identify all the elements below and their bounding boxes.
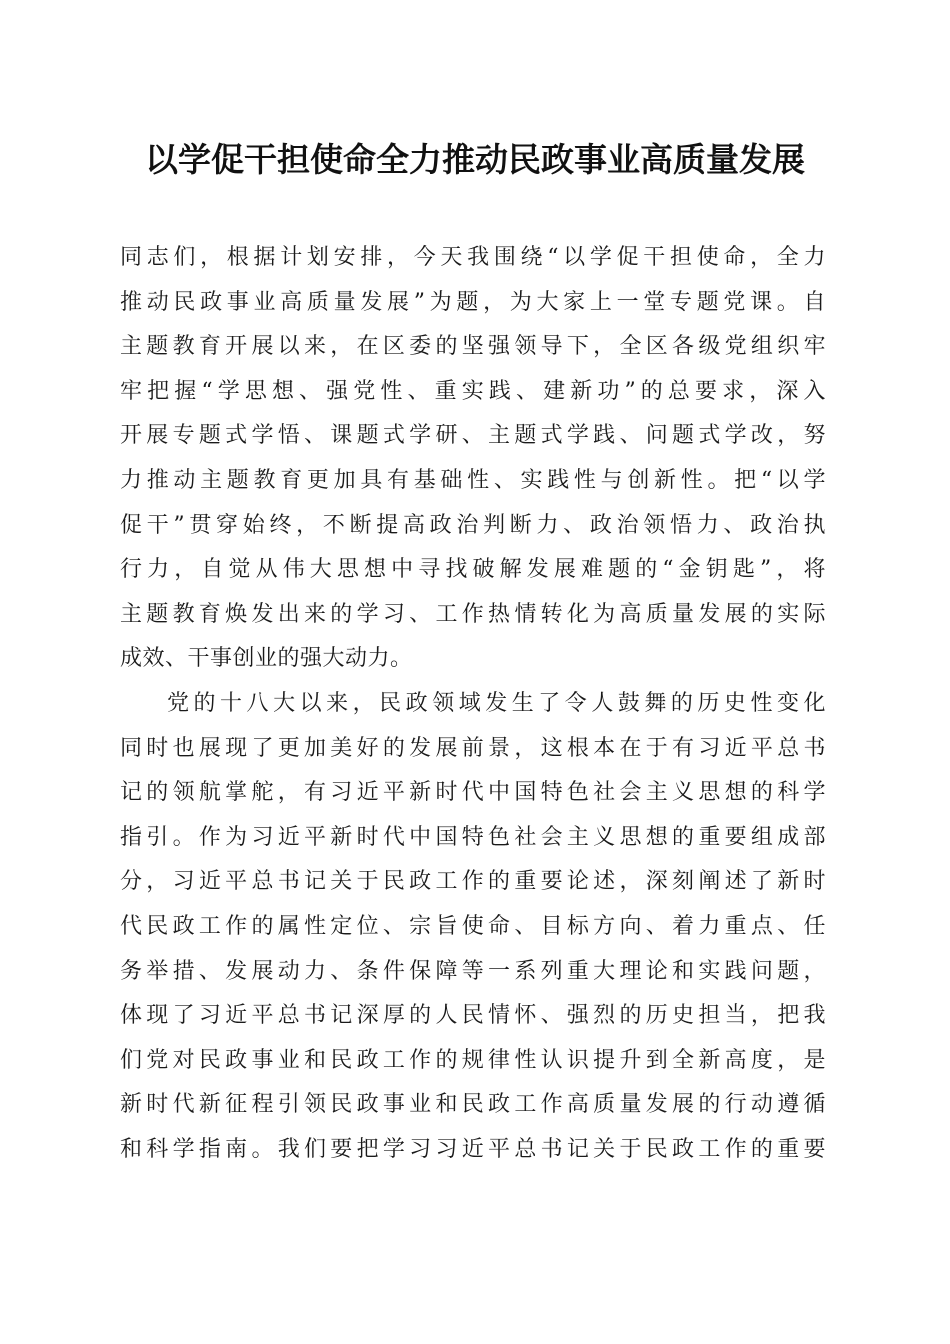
paragraph-2 [120,682,826,1173]
text-line: 促干”贯穿始终，不断提高政治判断力、政治领悟力、政治执 [120,512,826,538]
text-line: 同时也展现了更加美好的发展前景，这根本在于有习近平总书 [120,735,826,761]
text-line: 代民政工作的属性定位、宗旨使命、目标方向、着力重点、任 [120,913,826,939]
text-line: 主题教育开展以来，在区委的坚强领导下，全区各级党组织牢 [120,334,826,360]
text-line: 指引。作为习近平新时代中国特色社会主义思想的重要组成部 [120,824,826,850]
text-line: 新时代新征程引领民政事业和民政工作高质量发展的行动遵循 [120,1092,826,1118]
document-title: 以学促干担使命全力推动民政事业高质量发展 [145,140,805,179]
text-line: 记的领航掌舵，有习近平新时代中国特色社会主义思想的科学 [120,780,826,806]
text-line: 主题教育焕发出来的学习、工作热情转化为高质量发展的实际 [120,601,826,627]
text-line: 分，习近平总书记关于民政工作的重要论述，深刻阐述了新时 [120,869,826,895]
text-line: 牢把握“学思想、强党性、重实践、建新功”的总要求，深入 [120,378,826,404]
text-line: 推动民政事业高质量发展”为题，为大家上一堂专题党课。自 [120,289,826,315]
text-line: 和科学指南。我们要把学习习近平总书记关于民政工作的重要 [120,1136,826,1162]
text-line: 们党对民政事业和民政工作的规律性认识提升到全新高度，是 [120,1047,826,1073]
text-line: 力推动主题教育更加具有基础性、实践性与创新性。把“以学 [120,467,826,493]
text-line: 党的十八大以来，民政领域发生了令人鼓舞的历史性变化 [167,690,826,716]
text-line: 务举措、发展动力、条件保障等一系列重大理论和实践问题， [120,958,826,984]
text-line: 成效、干事创业的强大动力。 [120,646,413,672]
paragraph-1 [120,236,826,682]
text-line: 开展专题式学悟、课题式学研、主题式学践、问题式学改，努 [120,423,826,449]
text-line: 同志们，根据计划安排，今天我围绕“以学促干担使命，全力 [120,245,826,270]
text-line: 体现了习近平总书记深厚的人民情怀、强烈的历史担当，把我 [120,1003,826,1029]
document-body [120,236,826,1172]
text-line: 行力，自觉从伟大思想中寻找破解发展难题的“金钥匙”，将 [120,557,826,583]
